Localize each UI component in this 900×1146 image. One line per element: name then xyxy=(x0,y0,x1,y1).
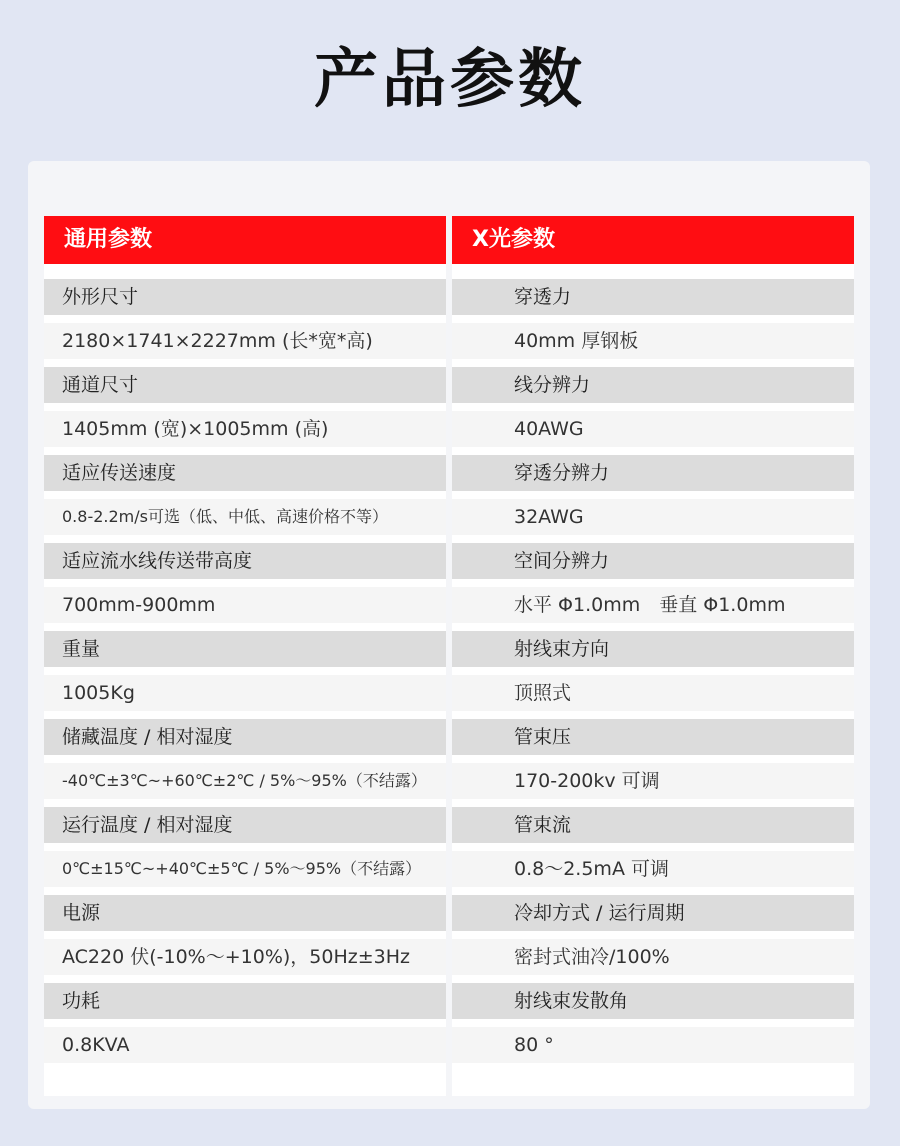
xray-param-value: 32AWG xyxy=(452,499,854,535)
xray-param-label: 管束压 xyxy=(452,719,854,755)
general-param-value: 700mm-900mm xyxy=(44,587,446,623)
general-param-value: 1405mm (宽)×1005mm (高) xyxy=(44,411,446,447)
general-params-column xyxy=(44,216,446,1096)
general-param-label: 电源 xyxy=(44,895,446,931)
xray-param-value: 密封式油冷/100% xyxy=(452,939,854,975)
xray-param-label: 线分辨力 xyxy=(452,367,854,403)
general-param-label: 储藏温度 / 相对湿度 xyxy=(44,719,446,755)
xray-param-value: 40mm 厚钢板 xyxy=(452,323,854,359)
xray-param-value: 0.8～2.5mA 可调 xyxy=(452,851,854,887)
page-title: 产品参数 xyxy=(314,43,586,117)
xray-param-label: 穿透力 xyxy=(452,279,854,315)
general-param-label: 适应流水线传送带高度 xyxy=(44,543,446,579)
parameters-card xyxy=(28,161,870,1109)
general-param-label: 重量 xyxy=(44,631,446,667)
xray-param-value: 170-200kv 可调 xyxy=(452,763,854,799)
general-param-label: 适应传送速度 xyxy=(44,455,446,491)
general-param-value: 2180×1741×2227mm (长*宽*高) xyxy=(44,323,446,359)
xray-param-value: 40AWG xyxy=(452,411,854,447)
general-params-header: 通用参数 xyxy=(44,216,446,264)
xray-params-column xyxy=(452,216,854,1096)
xray-param-label: 射线束方向 xyxy=(452,631,854,667)
xray-param-value: 80 ° xyxy=(452,1027,854,1063)
xray-param-label: 空间分辨力 xyxy=(452,543,854,579)
general-param-value: 0℃±15℃~+40℃±5℃ / 5%～95%（不结露） xyxy=(44,851,446,887)
xray-param-value: 水平 Φ1.0mm 垂直 Φ1.0mm xyxy=(452,587,854,623)
general-param-label: 通道尺寸 xyxy=(44,367,446,403)
general-param-value: 0.8-2.2m/s可选（低、中低、高速价格不等） xyxy=(44,499,446,535)
xray-param-label: 管束流 xyxy=(452,807,854,843)
xray-params-header: X光参数 xyxy=(452,216,854,264)
general-param-value: AC220 伏(-10%～+10%)，50Hz±3Hz xyxy=(44,939,446,975)
general-param-value: 0.8KVA xyxy=(44,1027,446,1063)
general-param-value: 1005Kg xyxy=(44,675,446,711)
general-param-label: 运行温度 / 相对湿度 xyxy=(44,807,446,843)
general-param-label: 功耗 xyxy=(44,983,446,1019)
xray-param-label: 射线束发散角 xyxy=(452,983,854,1019)
xray-param-label: 穿透分辨力 xyxy=(452,455,854,491)
xray-param-value: 顶照式 xyxy=(452,675,854,711)
general-param-label: 外形尺寸 xyxy=(44,279,446,315)
xray-param-label: 冷却方式 / 运行周期 xyxy=(452,895,854,931)
general-param-value: -40℃±3℃~+60℃±2℃ / 5%～95%（不结露） xyxy=(44,763,446,799)
